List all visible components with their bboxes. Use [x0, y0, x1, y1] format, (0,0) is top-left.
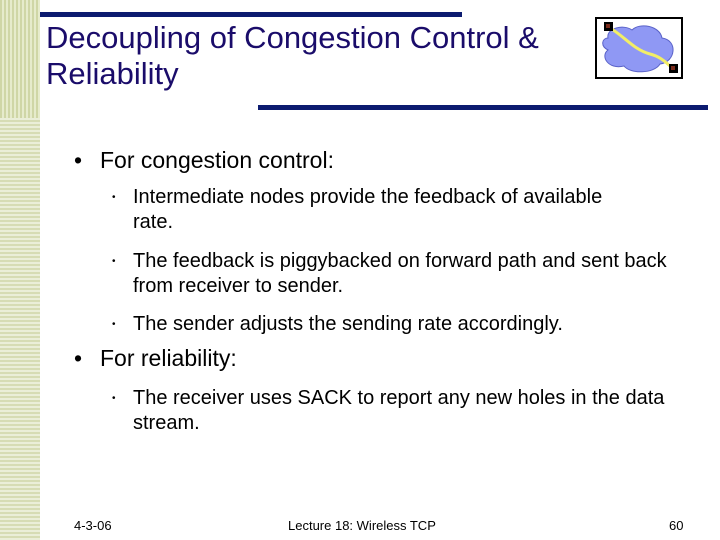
- sub-bullet-text: The feedback is piggybacked on forward path and sent back from receiver to sender.: [133, 250, 667, 297]
- sub-bullet-marker: •: [112, 256, 116, 267]
- footer-lecture: Lecture 18: Wireless TCP: [288, 518, 436, 533]
- sub-bullet-text: Intermediate nodes provide the feedback of available rate.: [133, 186, 603, 233]
- sub-bullet-text: The sender adjusts the sending rate accordingly.: [133, 313, 563, 335]
- sub-bullet-text: The receiver uses SACK to report any new holes in the data stream.: [133, 387, 665, 434]
- footer-date: 4-3-06: [74, 518, 112, 533]
- top-left-stripe-block: [0, 0, 40, 118]
- bullet-marker: •: [74, 147, 83, 173]
- sub-bullet-marker: •: [112, 393, 116, 404]
- bullet-marker: •: [74, 345, 83, 371]
- bullet-text: For reliability:: [100, 345, 237, 371]
- title-bottom-rule: [258, 105, 708, 110]
- network-cloud-icon: [594, 16, 686, 80]
- title-top-rule: [40, 12, 462, 17]
- slide-title: Decoupling of Congestion Control & Reliability: [46, 20, 539, 91]
- sub-bullet-marker: •: [112, 319, 116, 330]
- bullet-text: For congestion control:: [100, 147, 334, 173]
- page-number: 60: [669, 518, 684, 533]
- sub-bullet-marker: •: [112, 192, 116, 203]
